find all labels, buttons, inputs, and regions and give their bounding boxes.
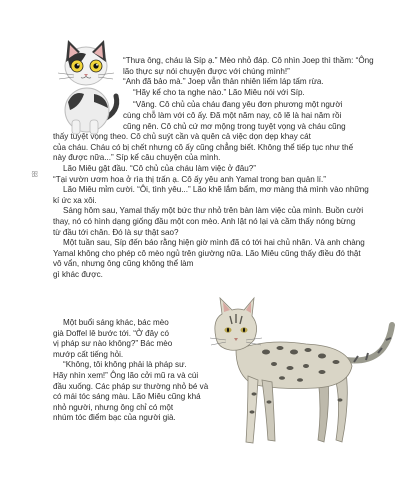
story-line: Sáng hôm sau, Yamal thấy một bức thư nhỏ trên bàn làm việc của mình. Buồn cười [63,206,364,216]
story-line: “Vâng. Cô chủ của cháu đang yêu đơn phương một người [133,100,343,110]
story-line: từ đầu tới chân. Đó là sự thật sao? [53,227,179,237]
story-line: này được nữa...” Síp kể câu chuyện của mình. [53,153,221,163]
story-line: đầu xuống. Các pháp sư thường nhỏ bé và [53,381,209,391]
story-line: thay, nó có hình dạng giống đầu một con mèo. Anh lật nó lại và cầm thấy nóng bừng [53,216,356,226]
story-text-top [53,56,393,280]
story-line: “Hãy kể cho ta nghe nào.” Lão Miêu nói với Síp. [133,87,305,97]
story-line: vô vẩn, nhưng ông cũng không thể làm [53,259,194,269]
story-line: vị pháp sư nào không?” Bác mèo [53,339,173,349]
story-line: kí ức xa xôi. [53,195,97,205]
story-line: nhúm tóc điểm bạc của người già. [53,413,176,423]
story-line: Hãy nhìn xem!” Ông lão cởi mũ ra và cúi [53,370,199,380]
story-line: gì khác được. [53,269,103,279]
story-line: “Không, tôi không phải là pháp sư. [63,360,187,370]
story-line: của cháu. Cháu có bị chết nhưng cô ấy cũng chẳng biết. Không thể tiếp tục như thế [53,142,354,152]
margin-ornament: ꕥ [31,170,39,179]
story-line: thấy tuyệt vọng theo. Cô chủ suýt cần và quên cả việc dọn dẹp khay cát [53,132,311,142]
story-line: lão thực sự nói chuyện được với chúng mình!” [123,66,290,76]
story-line: “Thưa ông, cháu là Síp ạ.” Mèo nhỏ đáp. Cô nhìn Joep thì thầm: “Ông [123,56,374,65]
story-line: cũng nên. Cô chủ cứ mơ mộng trong tuyệt vọng và cháu cũng [123,121,346,131]
story-line: “Anh đã bảo mà.” Joep vẫn thản nhiên liếm láp tấm rừa. [123,77,324,87]
story-line: Yamal không cho phép cô mèo ngủ trên giường nữa. Lão Miêu cũng thấy điều đó thật [53,248,361,258]
story-line: già Doffel lê bước tới. “Ở đây có [53,328,169,338]
tabby-cat-illustration [196,290,401,460]
story-line: “Tại vườn ươm hoa ở rìa thị trấn ạ. Cô ấy yêu anh Yamal trong ban quản lí.” [53,174,327,184]
story-line: có mái tóc sáng màu. Lão Miêu cũng khá [53,392,201,402]
story-line: cùng chỗ làm với cô ấy. Đã một năm nay, cô lẽ là hai năm rồi [123,110,342,120]
story-line: Một buổi sáng khác, bác mèo [63,318,169,327]
story-line: Lão Miêu gật đầu. “Cô chủ của cháu làm việc ở đâu?” [63,163,256,173]
story-line: Một tuần sau, Síp đến báo rằng hiện giờ mình đã có tới hai chủ nhân. Và anh chàng [63,238,365,248]
story-line: mướp cất tiếng hỏi. [53,349,124,359]
story-line: nhỏ người, nhưng ông chỉ có một [53,402,174,412]
story-line: Lão Miêu mỉm cười. “Ôi, tình yêu...” Lão khẽ lắm bẩm, mơ màng thả mình vào những [63,185,369,195]
